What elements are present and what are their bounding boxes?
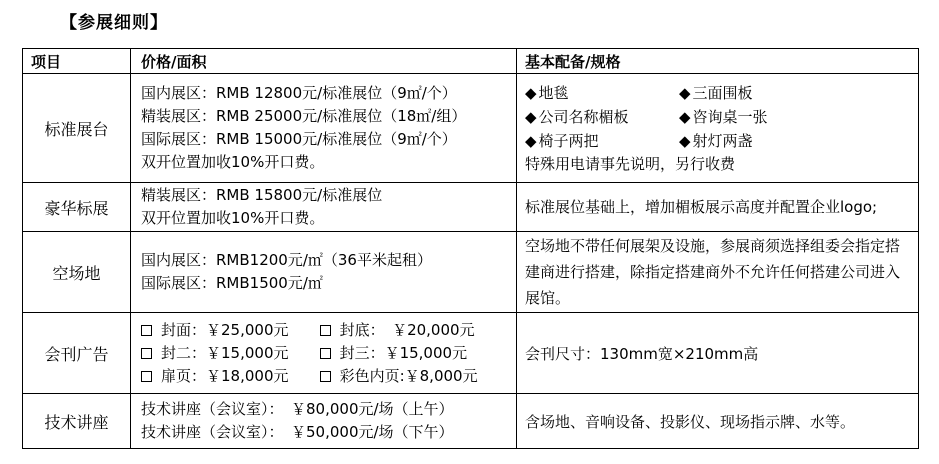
table-row bbox=[23, 313, 919, 394]
price-cell bbox=[131, 394, 517, 449]
ad-option: 封二：￥15,000元 bbox=[141, 342, 320, 365]
feature-item: ◆ 地毯 bbox=[525, 83, 569, 102]
table-row bbox=[23, 394, 919, 449]
price-cell bbox=[131, 232, 517, 313]
header-price-area: 价格/面积 bbox=[131, 49, 517, 74]
ad-option: 封面：￥25,000元 bbox=[141, 319, 320, 342]
checkbox-icon bbox=[320, 371, 331, 382]
checkbox-icon bbox=[320, 325, 331, 336]
row-label: 豪华标展 bbox=[23, 183, 131, 232]
diamond-bullet-icon: ◆ bbox=[679, 83, 691, 102]
table-row bbox=[23, 183, 919, 232]
price-cell bbox=[131, 183, 517, 232]
price-line: 双开位置加收10%开口费。 bbox=[141, 209, 325, 227]
spec-text: 会刊尺寸：130mm宽×210mm高 bbox=[517, 313, 919, 394]
diamond-bullet-icon: ◆ bbox=[525, 83, 537, 102]
ad-option: 封三：￥15,000元 bbox=[320, 342, 506, 365]
price-line: 国际展区：RMB 15000元/标准展位（9㎡/个） bbox=[141, 130, 457, 148]
row-label: 空场地 bbox=[23, 232, 131, 313]
price-line: 国内展区：RMB 12800元/标准展位（9㎡/个） bbox=[141, 84, 457, 102]
price-line: 技术讲座（会议室）： ￥80,000元/场（上午） bbox=[141, 400, 454, 418]
price-line: 国内展区：RMB1200元/㎡（36平米起租） bbox=[141, 251, 432, 269]
spec-text: 标准展位基础上，增加楣板展示高度并配置企业logo; bbox=[517, 183, 919, 232]
feature-item: ◆ 椅子两把 bbox=[525, 131, 599, 150]
checkbox-icon bbox=[141, 325, 152, 336]
ad-option: 彩色内页:￥8,000元 bbox=[320, 365, 506, 388]
ad-option: 封底： ￥20,000元 bbox=[320, 319, 506, 342]
special-note: 特殊用电请事先说明，另行收费 bbox=[525, 154, 736, 173]
row-label: 会刊广告 bbox=[23, 313, 131, 394]
price-line: 国际展区：RMB1500元/㎡ bbox=[141, 274, 323, 292]
feature-item: ◆ 三面围板 bbox=[679, 83, 753, 102]
ad-price-cell bbox=[131, 313, 517, 394]
price-line: 精装展区：RMB 15800元/标准展位 bbox=[141, 186, 383, 204]
feature-item: ◆ 公司名称楣板 bbox=[525, 107, 629, 126]
diamond-bullet-icon: ◆ bbox=[525, 107, 537, 126]
price-cell bbox=[131, 74, 517, 183]
price-line: 技术讲座（会议室）： ￥50,000元/场（下午） bbox=[141, 423, 454, 441]
diamond-bullet-icon: ◆ bbox=[679, 107, 691, 126]
price-line: 双开位置加收10%开口费。 bbox=[141, 153, 325, 171]
diamond-bullet-icon: ◆ bbox=[525, 131, 537, 150]
spec-text: 含场地、音响设备、投影仪、现场指示牌、水等。 bbox=[517, 394, 919, 449]
header-config-spec: 基本配备/规格 bbox=[517, 49, 919, 74]
header-item: 项目 bbox=[23, 49, 131, 74]
spec-cell bbox=[517, 74, 919, 183]
page-title: 【参展细则】 bbox=[60, 13, 168, 33]
exhibition-rules-table bbox=[22, 48, 919, 449]
feature-item: ◆ 咨询桌一张 bbox=[679, 107, 768, 126]
table-row bbox=[23, 74, 919, 183]
checkbox-icon bbox=[141, 348, 152, 359]
row-label: 技术讲座 bbox=[23, 394, 131, 449]
diamond-bullet-icon: ◆ bbox=[679, 131, 691, 150]
price-line: 精装展区：RMB 25000元/标准展位（18㎡/组） bbox=[141, 107, 467, 125]
spec-text: 空场地不带任何展架及设施，参展商须选择组委会指定搭建商进行搭建，除指定搭建商外不允许任何搭建公司进入展馆。 bbox=[517, 232, 919, 313]
table-header-row bbox=[23, 49, 919, 74]
feature-item: ◆ 射灯两盏 bbox=[679, 131, 753, 150]
ad-option: 扉页：￥18,000元 bbox=[141, 365, 320, 388]
row-label: 标准展台 bbox=[23, 74, 131, 183]
checkbox-icon bbox=[141, 371, 152, 382]
checkbox-icon bbox=[320, 348, 331, 359]
table-row bbox=[23, 232, 919, 313]
